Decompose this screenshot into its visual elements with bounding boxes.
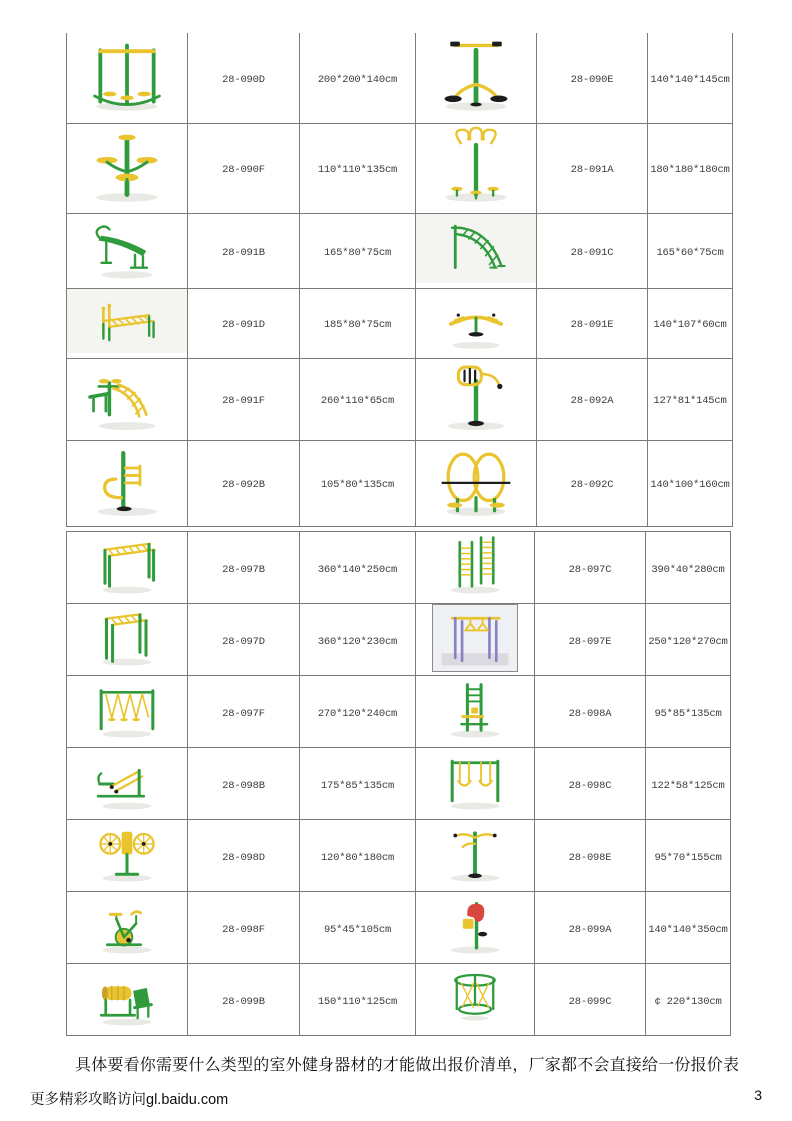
seesaw-image [424, 290, 528, 352]
model-code-cell: 28-090E [537, 33, 648, 123]
catalog-row [67, 748, 731, 820]
model-code-cell: 28-092A [537, 358, 648, 440]
side-ladder-pole-image [75, 442, 179, 520]
size-value-cell: 360*120*230cm [300, 604, 416, 676]
equipment-photo-cell [416, 604, 535, 676]
size-value-cell: 150*110*125cm [300, 964, 416, 1036]
model-code-cell: 28-097D [188, 604, 300, 676]
ladder-seat-image [437, 677, 513, 741]
catalog-row [67, 964, 731, 1036]
size-value-cell: 95*85*135cm [646, 676, 731, 748]
size-value-cell: 165*80*75cm [300, 213, 416, 288]
size-value-cell: 185*80*75cm [300, 288, 416, 358]
equipment-photo-cell [416, 440, 537, 526]
catalog-row [67, 892, 731, 964]
arc-ladder-image [416, 214, 536, 283]
handle-pole-image [424, 360, 528, 434]
model-code-cell: 28-091B [188, 213, 300, 288]
catalog-row [67, 820, 731, 892]
page-number: 3 [754, 1087, 762, 1103]
exercise-bike-image [89, 893, 165, 957]
model-code-cell: 28-098E [535, 820, 646, 892]
size-value-cell: 140*107*60cm [648, 288, 733, 358]
spinner-frame-image [75, 35, 179, 115]
catalog-row [67, 604, 731, 676]
model-code-cell: 28-090D [188, 33, 300, 123]
twist-discs-image [75, 126, 179, 206]
size-value-cell: 105*80*135cm [300, 440, 416, 526]
ring-frame-image [432, 604, 518, 672]
situp-bench-image [75, 215, 179, 282]
equipment-photo-cell [67, 440, 188, 526]
model-code-cell: 28-099C [535, 964, 646, 1036]
zigzag-net-image [89, 677, 165, 741]
catalog-row [67, 123, 733, 213]
catalog-row [67, 288, 733, 358]
model-code-cell: 28-098C [535, 748, 646, 820]
size-value-cell: 140*140*350cm [646, 892, 731, 964]
equipment-photo-cell [67, 532, 188, 604]
equipment-photo-cell [416, 123, 537, 213]
size-value-cell: 175*85*135cm [300, 748, 416, 820]
branch-pole-image [437, 821, 513, 885]
catalog-row [67, 33, 733, 123]
size-value-cell: 390*40*280cm [646, 532, 731, 604]
model-code-cell: 28-098D [188, 820, 300, 892]
catalog-table-1 [66, 33, 733, 527]
size-value-cell: 122*58*125cm [646, 748, 731, 820]
model-code-cell: 28-099B [188, 964, 300, 1036]
monkey-bars-image [89, 533, 165, 597]
swing-pair-image [437, 749, 513, 813]
red-climber-image [437, 893, 513, 957]
equipment-photo-cell [67, 123, 188, 213]
model-code-cell: 28-091C [537, 213, 648, 288]
equipment-photo-cell [67, 288, 188, 358]
catalog-table-2 [66, 531, 731, 1036]
size-value-cell: 127*81*145cm [648, 358, 733, 440]
size-value-cell: 140*100*160cm [648, 440, 733, 526]
size-value-cell: 140*140*145cm [648, 33, 733, 123]
equipment-photo-cell [416, 964, 535, 1036]
equipment-photo-cell [67, 748, 188, 820]
model-code-cell: 28-091F [188, 358, 300, 440]
equipment-photo-cell [416, 892, 535, 964]
equipment-photo-cell [416, 820, 535, 892]
size-value-cell: 95*70*155cm [646, 820, 731, 892]
model-code-cell: 28-092B [188, 440, 300, 526]
equipment-photo-cell [67, 892, 188, 964]
equipment-photo-cell [67, 604, 188, 676]
size-value-cell: 95*45*105cm [300, 892, 416, 964]
model-code-cell: 28-097E [535, 604, 646, 676]
equipment-photo-cell [67, 964, 188, 1036]
size-value-cell: 260*110*65cm [300, 358, 416, 440]
monkey-bars-tall-image [89, 605, 165, 669]
model-code-cell: 28-090F [188, 123, 300, 213]
rings-pole-image [424, 126, 528, 206]
equipment-photo-cell [416, 33, 537, 123]
footer-source-text: 更多精彩攻略访问gl.baidu.com [30, 1092, 229, 1108]
equipment-photo-cell [67, 358, 188, 440]
size-value-cell: 120*80*180cm [300, 820, 416, 892]
model-code-cell: 28-092C [537, 440, 648, 526]
equipment-photo-cell [67, 676, 188, 748]
abs-combo-image [75, 360, 179, 434]
catalog-row [67, 532, 731, 604]
rung-bed-image [67, 289, 187, 353]
body-paragraph: 具体要看你需要什么类型的室外健身器材的才能做出报价清单，厂家都不会直接给一份报价表 [75, 1057, 740, 1074]
roller-bench-image [89, 965, 165, 1029]
equipment-photo-cell [416, 288, 537, 358]
model-code-cell: 28-097C [535, 532, 646, 604]
size-value-cell: 250*120*270cm [646, 604, 731, 676]
catalog-row [67, 440, 733, 526]
model-code-cell: 28-091D [188, 288, 300, 358]
equipment-photo-cell [67, 33, 188, 123]
model-code-cell: 28-099A [535, 892, 646, 964]
catalog-row [67, 358, 733, 440]
size-value-cell: 270*120*240cm [300, 676, 416, 748]
equipment-photo-cell [416, 358, 537, 440]
model-code-cell: 28-097B [188, 532, 300, 604]
size-value-cell: 360*140*250cm [300, 532, 416, 604]
catalog-row [67, 213, 733, 288]
equipment-photo-cell [416, 748, 535, 820]
size-value-cell: 200*200*140cm [300, 33, 416, 123]
size-value-cell: 165*60*75cm [648, 213, 733, 288]
equipment-photo-cell [416, 213, 537, 288]
arm-wheels-image [89, 821, 165, 885]
catalog-row [67, 676, 731, 748]
model-code-cell: 28-091E [537, 288, 648, 358]
size-value-cell: 180*180*180cm [648, 123, 733, 213]
press-pole-image [424, 35, 528, 115]
model-code-cell: 28-098B [188, 748, 300, 820]
model-code-cell: 28-097F [188, 676, 300, 748]
model-code-cell: 28-098A [535, 676, 646, 748]
equipment-photo-cell [416, 532, 535, 604]
oval-rings-image [424, 442, 528, 520]
equipment-photo-cell [67, 213, 188, 288]
model-code-cell: 28-091A [537, 123, 648, 213]
climb-wall-image [437, 533, 513, 597]
equipment-photo-cell [416, 676, 535, 748]
equipment-photo-cell [67, 820, 188, 892]
carousel-image [437, 965, 513, 1029]
rower-image [89, 749, 165, 813]
size-value-cell: ¢ 220*130cm [646, 964, 731, 1036]
model-code-cell: 28-098F [188, 892, 300, 964]
size-value-cell: 110*110*135cm [300, 123, 416, 213]
